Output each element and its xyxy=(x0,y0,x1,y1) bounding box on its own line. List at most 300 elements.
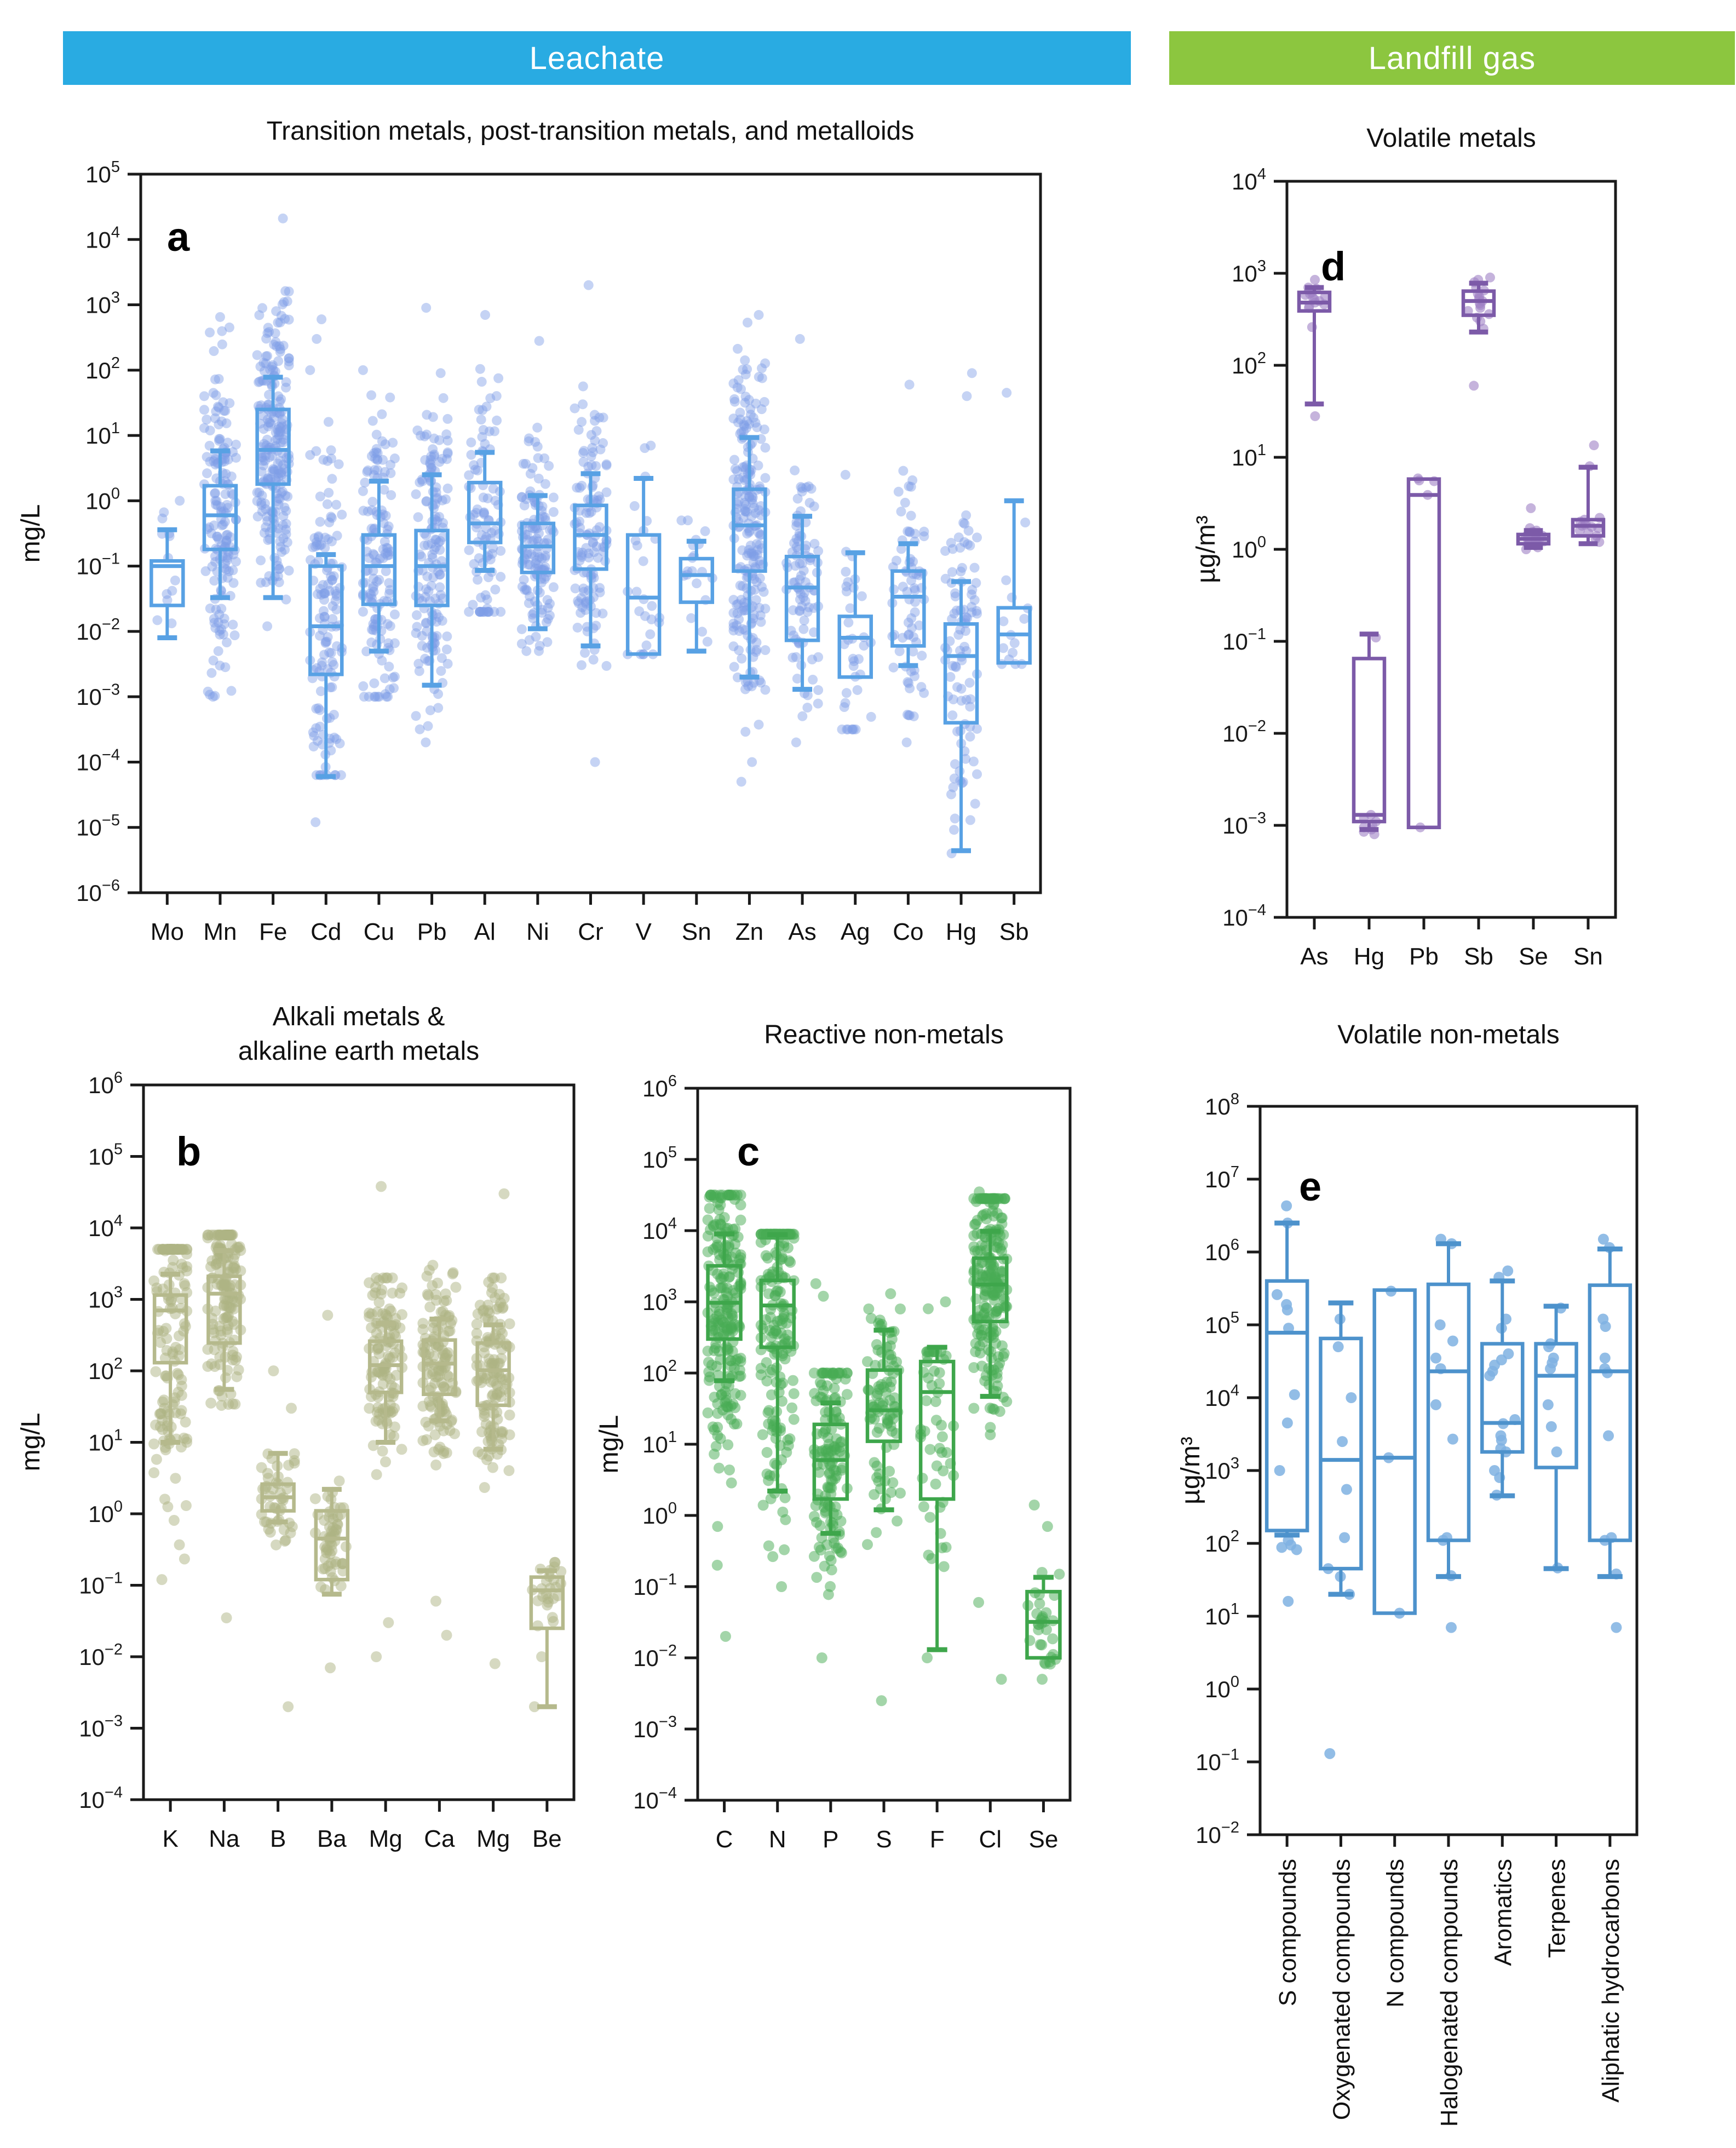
data-point xyxy=(442,631,452,641)
data-point xyxy=(216,1400,227,1411)
data-point xyxy=(271,1540,281,1550)
data-point xyxy=(167,586,177,596)
panel-c xyxy=(595,1020,1070,1853)
data-point xyxy=(906,511,916,521)
data-point xyxy=(1002,388,1011,398)
data-point xyxy=(760,645,770,655)
data-point xyxy=(776,1581,787,1592)
data-point xyxy=(882,1415,893,1426)
data-point xyxy=(215,312,225,322)
data-point xyxy=(427,463,436,473)
data-point xyxy=(965,678,975,688)
data-point xyxy=(358,365,368,375)
data-point xyxy=(587,460,597,470)
x-label-pb: Pb xyxy=(1409,943,1439,970)
axis-tick-label: $10^0$ xyxy=(642,1500,677,1529)
data-point xyxy=(967,585,977,595)
data-point xyxy=(440,1288,451,1299)
data-point xyxy=(205,1261,216,1272)
data-point xyxy=(924,1512,935,1523)
data-point xyxy=(955,543,965,553)
data-point xyxy=(473,1308,484,1319)
data-point xyxy=(764,1470,775,1481)
data-point xyxy=(157,1424,168,1435)
data-point xyxy=(1484,1370,1495,1381)
data-point xyxy=(519,575,529,585)
data-point xyxy=(998,616,1008,626)
data-point xyxy=(504,1410,515,1421)
data-point xyxy=(227,1230,238,1240)
data-point xyxy=(360,478,370,487)
data-point xyxy=(431,1295,442,1306)
data-point xyxy=(851,725,861,734)
data-point xyxy=(358,607,368,617)
data-point xyxy=(780,1492,791,1503)
data-point xyxy=(413,512,423,522)
data-point xyxy=(590,410,600,420)
axis-tick-label: $10^{-2}$ xyxy=(79,1641,123,1670)
data-point xyxy=(588,443,597,453)
data-point xyxy=(484,1358,495,1369)
axis-tick-label: $10^{-4}$ xyxy=(76,746,120,776)
data-point xyxy=(396,1309,407,1320)
y-axis xyxy=(633,1072,698,1813)
data-point xyxy=(479,1347,490,1358)
data-point xyxy=(729,455,739,464)
panel-d xyxy=(1192,124,1616,970)
data-point xyxy=(384,662,394,671)
data-point xyxy=(426,705,435,715)
data-point xyxy=(1430,1399,1441,1410)
data-point xyxy=(956,566,965,576)
data-point xyxy=(810,1500,821,1511)
data-point xyxy=(427,1260,438,1271)
data-point xyxy=(325,1662,336,1673)
data-point xyxy=(646,441,656,451)
data-point xyxy=(377,1308,388,1319)
data-point xyxy=(574,425,584,435)
data-point xyxy=(315,492,325,502)
data-point xyxy=(443,484,453,493)
x-axis xyxy=(1274,1835,1624,2127)
data-point xyxy=(1029,1500,1040,1511)
data-point xyxy=(755,573,765,583)
data-point xyxy=(639,556,648,566)
data-point xyxy=(305,365,315,375)
data-point xyxy=(779,1544,790,1555)
panel-b-ylabel: mg/L xyxy=(16,1412,45,1472)
data-point xyxy=(412,426,422,435)
panel-c-letter: c xyxy=(737,1129,760,1174)
data-point xyxy=(790,466,800,475)
data-point xyxy=(364,692,374,702)
x-label-b: B xyxy=(269,1825,286,1852)
data-point xyxy=(645,629,655,639)
data-point xyxy=(1337,1436,1348,1447)
axis-tick-label: $10^{-6}$ xyxy=(76,877,120,906)
y-axis xyxy=(76,158,141,906)
data-point xyxy=(798,593,808,602)
data-point xyxy=(797,711,807,721)
data-point xyxy=(199,391,209,401)
data-point xyxy=(447,1268,458,1279)
panel-b xyxy=(16,1002,574,1852)
data-point xyxy=(284,353,294,363)
data-point xyxy=(872,1345,883,1356)
scatter-oxygenated-compounds xyxy=(1323,1313,1356,1759)
data-point xyxy=(918,1501,929,1512)
data-point xyxy=(326,445,336,455)
data-point xyxy=(922,1652,933,1663)
data-point xyxy=(919,688,929,698)
box-n-compounds xyxy=(1375,1290,1415,1613)
x-label-v: V xyxy=(635,918,652,945)
x-label-s-compounds: S compounds xyxy=(1274,1859,1302,2007)
data-point xyxy=(787,1375,798,1386)
data-point xyxy=(445,1425,456,1436)
data-point xyxy=(906,613,916,623)
data-point xyxy=(484,1307,495,1318)
data-point xyxy=(531,632,541,642)
data-point xyxy=(417,1324,428,1335)
axis-tick-label: $10^{-1}$ xyxy=(1222,625,1266,654)
data-point xyxy=(722,1439,733,1450)
axis-tick-label: $10^2$ xyxy=(642,1357,677,1386)
data-point xyxy=(894,487,904,497)
data-point xyxy=(323,499,332,509)
data-point xyxy=(321,1547,332,1558)
data-point xyxy=(1037,1674,1048,1685)
data-point xyxy=(931,1415,942,1426)
data-point xyxy=(697,627,707,636)
data-point xyxy=(905,380,915,389)
data-point xyxy=(778,1313,789,1324)
data-point xyxy=(757,1429,768,1440)
data-point xyxy=(840,702,849,712)
data-point xyxy=(760,685,770,695)
data-point xyxy=(383,1617,394,1628)
panel-e-title: Volatile non-metals xyxy=(1337,1020,1560,1049)
data-point xyxy=(634,606,644,616)
data-point xyxy=(466,438,476,447)
data-point xyxy=(282,1477,293,1487)
data-point xyxy=(970,563,980,573)
axis-tick-label: $10^4$ xyxy=(642,1215,677,1244)
data-point xyxy=(390,671,400,681)
data-point xyxy=(917,1473,928,1484)
data-point xyxy=(543,595,553,605)
box-halogenated-compounds xyxy=(1428,1244,1469,1577)
data-point xyxy=(327,614,337,624)
data-point xyxy=(898,466,908,476)
data-point xyxy=(1526,503,1536,513)
data-point xyxy=(968,1403,979,1414)
data-point xyxy=(876,1695,887,1706)
axis-tick-label: $10^4$ xyxy=(85,223,120,253)
data-point xyxy=(524,433,534,443)
data-point xyxy=(950,759,960,769)
data-point xyxy=(480,310,490,320)
data-point xyxy=(722,1410,733,1421)
data-point xyxy=(533,453,543,463)
data-point xyxy=(547,1612,558,1623)
data-point xyxy=(498,1188,509,1199)
data-point xyxy=(366,637,376,647)
data-point xyxy=(830,1445,841,1456)
data-point xyxy=(580,648,590,658)
data-point xyxy=(524,598,534,608)
data-point xyxy=(274,564,284,574)
data-point xyxy=(774,1241,785,1252)
data-point xyxy=(1430,1353,1441,1364)
data-point xyxy=(777,1507,788,1518)
data-point xyxy=(597,608,607,618)
scatter-halogenated-compounds xyxy=(1430,1234,1458,1633)
data-point xyxy=(421,738,430,748)
data-point xyxy=(985,1429,996,1440)
x-label-p: P xyxy=(823,1826,839,1853)
data-point xyxy=(323,456,332,466)
data-point xyxy=(429,450,439,460)
data-point xyxy=(811,1572,822,1583)
data-point xyxy=(762,1447,773,1458)
data-point xyxy=(484,1451,495,1462)
axis-tick-label: $10^5$ xyxy=(642,1144,677,1173)
data-point xyxy=(334,1475,345,1486)
scatter-hg xyxy=(1359,633,1381,839)
data-point xyxy=(420,455,430,465)
data-point xyxy=(830,1473,841,1484)
data-point xyxy=(889,1392,900,1403)
x-label-sb: Sb xyxy=(1464,943,1493,970)
data-point xyxy=(417,1401,428,1412)
data-point xyxy=(367,497,377,507)
data-point xyxy=(756,611,766,621)
data-point xyxy=(534,336,544,346)
x-label-ag: Ag xyxy=(840,918,870,945)
data-point xyxy=(315,517,325,527)
data-point xyxy=(476,593,486,602)
data-point xyxy=(279,511,289,521)
data-point xyxy=(412,610,422,620)
data-point xyxy=(1291,1544,1302,1555)
data-point xyxy=(322,1310,333,1320)
data-point xyxy=(469,460,479,470)
data-point xyxy=(411,711,421,721)
data-point xyxy=(758,1500,769,1511)
data-point xyxy=(430,1460,441,1471)
data-point xyxy=(359,506,369,516)
x-label-se: Se xyxy=(1028,1826,1059,1853)
data-point xyxy=(209,1344,220,1355)
data-point xyxy=(207,561,217,571)
data-point xyxy=(947,710,957,720)
axis-tick-label: $10^3$ xyxy=(642,1286,677,1315)
data-point xyxy=(728,641,738,651)
plot-border xyxy=(1260,1106,1637,1835)
data-point xyxy=(169,1515,180,1526)
data-point xyxy=(394,1288,405,1299)
data-point xyxy=(384,1353,395,1364)
x-label-cu: Cu xyxy=(363,918,395,945)
data-point xyxy=(896,507,906,516)
data-point xyxy=(231,1371,242,1382)
data-point xyxy=(857,591,867,601)
data-point xyxy=(168,1255,179,1266)
data-point xyxy=(496,1272,507,1283)
data-point xyxy=(309,533,319,543)
data-point xyxy=(590,757,600,767)
data-point xyxy=(170,1473,181,1484)
banner-landfill-gas: Landfill gas xyxy=(1169,31,1735,85)
data-point xyxy=(819,1561,830,1572)
data-point xyxy=(181,1266,192,1277)
data-point xyxy=(202,415,211,424)
data-point xyxy=(225,532,235,542)
data-point xyxy=(533,442,543,452)
data-point xyxy=(223,438,233,447)
data-point xyxy=(820,1444,831,1455)
axis-tick-label: $10^3$ xyxy=(1232,257,1266,286)
data-point xyxy=(939,1561,950,1572)
plot-border xyxy=(1287,181,1616,917)
data-point xyxy=(475,607,485,617)
data-point xyxy=(170,576,180,585)
data-point xyxy=(431,535,441,545)
data-point xyxy=(895,1487,906,1498)
data-point xyxy=(591,621,601,630)
data-point xyxy=(543,1593,554,1604)
axis-tick-label: $10^5$ xyxy=(85,158,120,187)
data-point xyxy=(490,496,500,506)
data-point xyxy=(209,576,219,585)
data-point xyxy=(1333,1341,1344,1352)
panel-d-letter: d xyxy=(1321,244,1346,289)
data-point xyxy=(417,641,427,651)
box-aromatics xyxy=(1482,1281,1522,1496)
data-point xyxy=(1041,1624,1052,1635)
data-point xyxy=(496,572,505,582)
data-point xyxy=(175,496,185,506)
data-point xyxy=(206,668,216,678)
data-point xyxy=(965,732,975,742)
data-point xyxy=(978,1209,989,1220)
axis-tick-label: $10^{-3}$ xyxy=(76,681,120,710)
data-point xyxy=(968,1230,979,1241)
axis-tick-label: $10^5$ xyxy=(88,1140,123,1170)
data-point xyxy=(358,486,368,496)
data-point xyxy=(421,303,431,313)
x-label-sn: Sn xyxy=(1573,943,1603,970)
data-point xyxy=(1546,1421,1557,1432)
data-point xyxy=(734,626,744,636)
data-point xyxy=(221,1612,232,1623)
data-point xyxy=(1551,1446,1562,1457)
data-point xyxy=(737,777,746,786)
data-point xyxy=(257,303,267,313)
scatter-b xyxy=(256,1365,300,1712)
data-point xyxy=(176,1374,187,1385)
data-point xyxy=(310,1493,321,1504)
x-label-sb: Sb xyxy=(999,918,1029,945)
data-point xyxy=(279,297,289,307)
data-point xyxy=(493,1302,504,1313)
axis-tick-label: $10^2$ xyxy=(1205,1527,1239,1557)
data-point xyxy=(712,1560,723,1571)
data-point xyxy=(871,1527,882,1538)
data-point xyxy=(705,1190,716,1201)
panel-d-title: Volatile metals xyxy=(1366,124,1536,153)
data-point xyxy=(647,601,657,611)
data-point xyxy=(937,1431,948,1442)
data-point xyxy=(1310,411,1320,421)
data-point xyxy=(283,492,292,502)
data-point xyxy=(742,507,752,517)
panel-a-letter: a xyxy=(167,214,190,260)
x-label-mg: Mg xyxy=(369,1825,403,1852)
data-point xyxy=(720,1631,731,1642)
data-point xyxy=(439,1383,450,1394)
data-point xyxy=(372,430,382,440)
axis-tick-label: $10^{-3}$ xyxy=(79,1712,123,1742)
x-axis xyxy=(151,893,1029,945)
x-label-as: As xyxy=(1300,943,1329,970)
data-point xyxy=(380,537,390,547)
data-point xyxy=(924,1444,935,1455)
data-point xyxy=(493,374,503,383)
data-point xyxy=(869,1457,880,1468)
box-f xyxy=(921,1347,953,1650)
data-point xyxy=(380,673,390,683)
axis-tick-label: $10^2$ xyxy=(85,354,120,383)
x-label-oxygenated-compounds: Oxygenated compounds xyxy=(1328,1859,1355,2120)
data-point xyxy=(479,1482,490,1493)
data-point xyxy=(842,688,852,698)
data-point xyxy=(227,1346,238,1357)
box-iqr xyxy=(1409,479,1439,828)
data-point xyxy=(737,654,746,664)
scatter-pb xyxy=(1413,473,1439,832)
data-point xyxy=(157,514,167,524)
data-point xyxy=(284,286,294,296)
panel-c-title: Reactive non-metals xyxy=(764,1020,1004,1049)
data-point xyxy=(209,388,219,398)
data-point xyxy=(262,621,272,631)
axis-tick-label: $10^{-1}$ xyxy=(1195,1746,1239,1775)
data-point xyxy=(209,1230,220,1240)
data-point xyxy=(517,624,527,634)
data-point xyxy=(280,314,290,324)
data-point xyxy=(161,1333,172,1344)
data-point xyxy=(278,214,288,223)
data-point xyxy=(305,450,315,460)
data-point xyxy=(1339,1532,1350,1543)
data-point xyxy=(1600,1321,1611,1332)
axis-tick-label: $10^0$ xyxy=(1205,1673,1239,1702)
data-point xyxy=(859,641,869,651)
x-label-sn: Sn xyxy=(681,918,711,945)
data-point xyxy=(1282,1417,1293,1428)
data-point xyxy=(214,374,224,384)
data-point xyxy=(970,1219,981,1230)
data-point xyxy=(729,662,739,672)
data-point xyxy=(840,1374,851,1385)
data-point xyxy=(226,686,236,696)
data-point xyxy=(411,489,421,499)
data-point xyxy=(589,654,599,664)
data-point xyxy=(805,498,815,508)
data-point xyxy=(394,1323,405,1334)
